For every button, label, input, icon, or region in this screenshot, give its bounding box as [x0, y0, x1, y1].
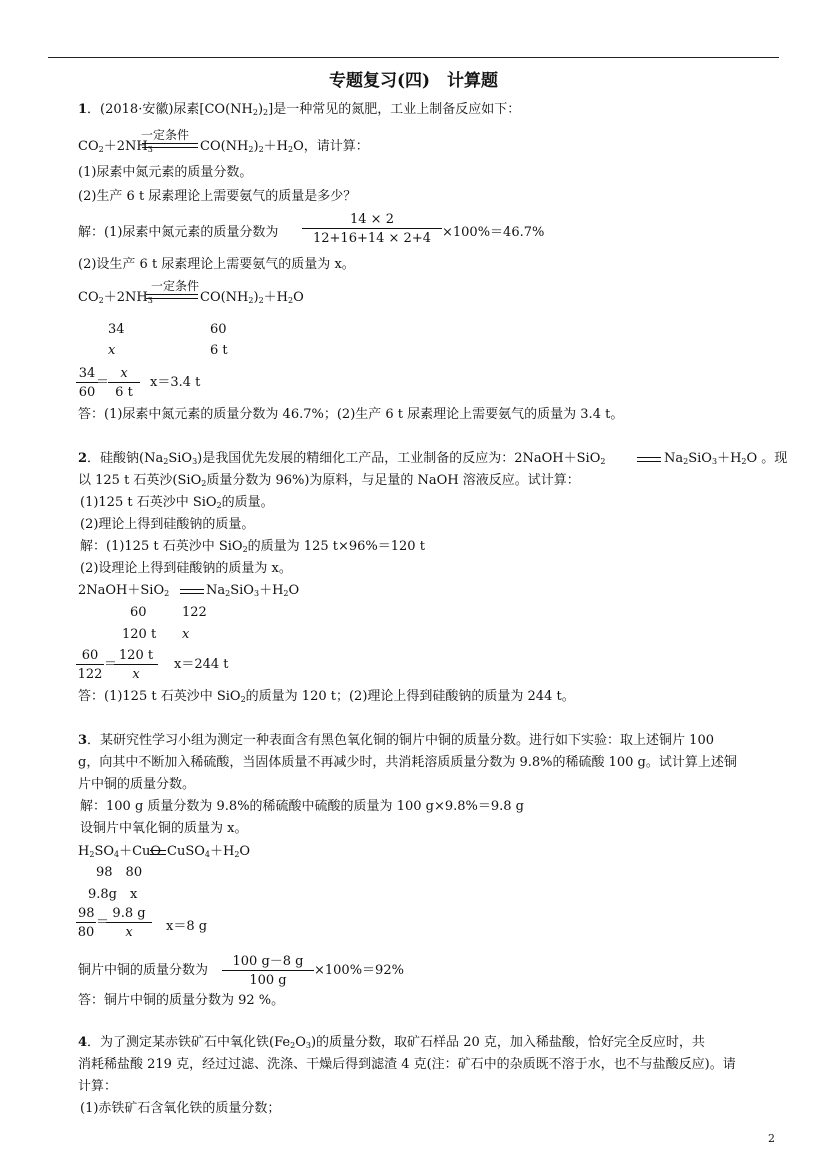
q2-mass-60: 60: [130, 605, 147, 620]
q1-intro: 1．(2018·安徽)尿素$[CO(NH_2)_2]$是一种常见的氮肥，工业上制备反应如下：: [78, 102, 521, 117]
q1-condition-2: 一定条件: [151, 279, 200, 293]
page-number: 2: [768, 1132, 775, 1145]
q1-ratio-a: $\frac{34}{60}$: [76, 366, 98, 400]
q2-ratio-a: $\frac{60}{122}$: [77, 648, 103, 682]
q2-intro: 2．硅酸钠$(Na_2SiO_3)$是我国优先发展的精细化工产品，工业制备的反应为：2NaOH＋SiO$_2$: [78, 451, 606, 466]
q1-ratio-b: $\frac{x}{6 t}$: [108, 366, 140, 400]
q3-ratio-equals: ＝: [96, 915, 110, 930]
q1-equation-right: $CO(NH_2)_2+H_2O$，请计算：: [200, 139, 369, 154]
q4-line2: 消耗稀盐酸 219 克，经过过滤、洗涤、干燥后得到滤渣 4 克(注：矿石中的杂质既不溶于水，也不与盐酸反应)。请: [78, 1057, 736, 1072]
q2-equation-right: $Na_2SiO_3+H_2O$: [206, 583, 300, 598]
q1-var-x: x: [108, 343, 116, 358]
q3-answer: 答：铜片中铜的质量分数为 92 %。: [78, 993, 285, 1008]
q2-ask2: (2)理论上得到硅酸钠的质量。: [80, 517, 255, 532]
q2-ratio-b: $\frac{120 t}{x}$: [114, 648, 158, 682]
q2-var-x: x: [182, 627, 190, 642]
header-rule: [48, 57, 779, 58]
q1-ratio-equals: ＝: [96, 375, 110, 390]
q1-sol2: (2)设生产 6 t 尿素理论上需要氨气的质量为 x。: [78, 257, 355, 272]
q4-ask1: (1)赤铁矿石含氧化铁的质量分数；: [80, 1101, 281, 1116]
q3-equation: $H_2SO_4+CuO$: [78, 844, 162, 859]
q3-reaction-arrow: [150, 850, 166, 855]
q1-ask2: (2)生产 6 t 尿素理论上需要氨气的质量是多少？: [78, 189, 357, 204]
q2-sol1: 解：(1)125 t 石英沙中 SiO$_2$的质量为 125 t×96%＝120 t: [80, 539, 425, 554]
q2-equation: 2NaOH＋SiO$_2$: [78, 583, 170, 598]
q3-result: x＝8 g: [166, 919, 208, 934]
q3-sol2: 设铜片中氧化铜的质量为 x。: [80, 821, 248, 836]
q1-mass-34: 34: [108, 322, 125, 337]
q2-line2: 以 125 t 石英沙(SiO$_2$质量分数为 96%)为原料，与足量的 NaOH 溶液反应。试计算：: [78, 473, 580, 488]
q2-answer: 答：(1)125 t 石英沙中 SiO$_2$的质量为 120 t；(2)理论上得到硅酸钠的质量为 244 t。: [78, 689, 575, 704]
q1-sol1-fraction: $\frac{14 \times 2}{12+16+14 \times 2+4}$: [302, 212, 442, 246]
q3-var-row: 9.8g x: [88, 887, 138, 902]
q1-reaction-arrow-2: [146, 294, 198, 299]
q1-equation-2: $CO_2+2NH_3$: [78, 290, 153, 305]
q1-ask1: (1)尿素中氮元素的质量分数。: [78, 165, 253, 180]
q2-intro-arrow: [637, 457, 661, 462]
q3-mass-row: 98 80: [96, 865, 143, 880]
q1-var-6t: 6 t: [210, 343, 228, 358]
q3-ratio-a: $\frac{98}{80}$: [77, 906, 95, 940]
q1-result: x＝3.4 t: [150, 375, 201, 390]
q1-mass-60: 60: [210, 322, 227, 337]
q4-line1: 4．为了测定某赤铁矿石中氧化铁$(Fe_2O_3)$的质量分数，取矿石样品 20 克，加入稀盐酸，恰好完全反应时，共: [78, 1035, 705, 1050]
q1-condition: 一定条件: [141, 128, 190, 142]
q3-cu-fraction: $\frac{100 g-8 g}{100 g}$: [222, 950, 314, 988]
page-title: 专题复习(四) 计算题: [328, 71, 499, 91]
q3-line3: 片中铜的质量分数。: [78, 777, 196, 792]
q1-sol1-pre: 解：(1)尿素中氮元素的质量分数为: [78, 225, 279, 240]
q3-line1: 3．某研究性学习小组为测定一种表面含有黑色氧化铜的铜片中铜的质量分数。进行如下实验：取上述铜片 100: [78, 733, 714, 748]
q2-var-120t: 120 t: [122, 627, 157, 642]
q3-ratio-b: $\frac{9.8 g}{x}$: [106, 906, 152, 940]
q1-equation-2-right: $CO(NH_2)_2+H_2O$: [200, 290, 304, 305]
q2-sol2: (2)设理论上得到硅酸钠的质量为 x。: [80, 561, 292, 576]
q3-sol1: 解：100 g 质量分数为 9.8%的稀硫酸中硫酸的质量为 100 g×9.8%＝9.8 g: [80, 799, 525, 814]
q3-cu-post: ×100%＝92%: [314, 963, 404, 978]
q1-sol1-post: ×100%＝46.7%: [442, 225, 545, 240]
q4-line3: 计算：: [78, 1079, 118, 1094]
q2-result: x＝244 t: [174, 657, 229, 672]
q2-intro-right: $Na_2SiO_3+H_2O$ 。现: [664, 451, 788, 466]
q3-line2: g，向其中不断加入稀硫酸，当固体质量不再减少时，共消耗溶质质量分数为 9.8%的稀硫酸 100 g。试计算上述铜: [78, 755, 737, 770]
q2-mass-122: 122: [182, 605, 207, 620]
q2-ratio-equals: ＝: [104, 657, 118, 672]
q3-cu-pre: 铜片中铜的质量分数为: [78, 963, 209, 978]
q1-equation: $CO_2+2NH_3$: [78, 139, 153, 154]
q2-ask1: (1)125 t 石英沙中 SiO$_2$的质量。: [80, 495, 274, 510]
q2-reaction-arrow: [180, 589, 204, 594]
q3-equation-right: $CuSO_4+H_2O$: [167, 844, 251, 859]
q1-answer: 答：(1)尿素中氮元素的质量分数为 46.7%；(2)生产 6 t 尿素理论上需要氨气的质量为 3.4 t。: [78, 407, 624, 422]
